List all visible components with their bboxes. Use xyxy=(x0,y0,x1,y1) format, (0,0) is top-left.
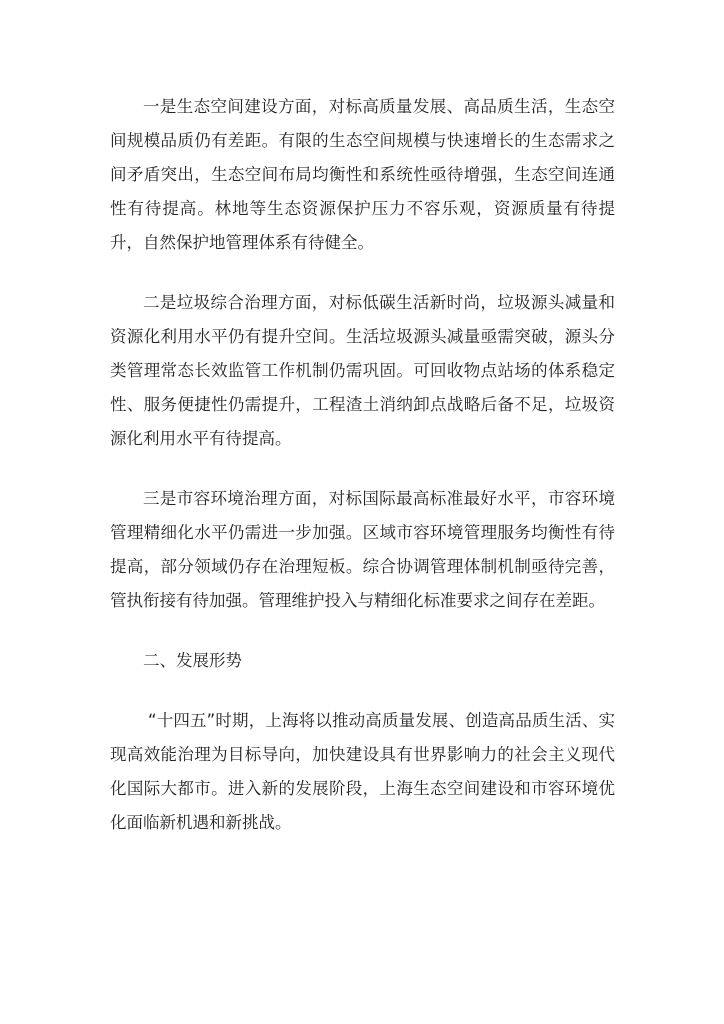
document-body xyxy=(110,90,615,840)
paragraph-waste-management: 二是垃圾综合治理方面，对标低碳生活新时尚，垃圾源头减量和资源化利用水平仍有提升空间。生活垃圾源头减量亟需突破，源头分类管理常态长效监管工作机制仍需巩固。可回收物点站场的体系稳定性、服务便捷性仍需提升，工程渣土消纳卸点战略后备不足，垃圾资源化利用水平有待提高。 xyxy=(110,293,615,448)
paragraph-development-situation: “十四五”时期，上海将以推动高质量发展、创造高品质生活、实现高效能治理为目标导向，加快建设具有世界影响力的社会主义现代化国际大都市。进入新的发展阶段，上海生态空间建设和市容环境优化面临新机遇和新挑战。 xyxy=(110,711,615,832)
paragraph-ecological-space: 一是生态空间建设方面，对标高质量发展、高品质生活，生态空间规模品质仍有差距。有限的生态空间规模与快速增长的生态需求之间矛盾突出，生态空间布局均衡性和系统性亟待增强，生态空间连通性有待提高。林地等生态资源保护压力不容乐观，资源质量有待提升，自然保护地管理体系有待健全。 xyxy=(110,97,615,252)
paragraph-city-appearance: 三是市容环境治理方面，对标国际最高标准最好水平，市容环境管理精细化水平仍需进一步加强。区域市容环境管理服务均衡性有待提高，部分领域仍存在治理短板。综合协调管理体制机制亟待完善，管执衔接有待加强。管理维护投入与精细化标准要求之间存在差距。 xyxy=(110,489,615,610)
section-heading: 二、发展形势 xyxy=(143,651,242,670)
